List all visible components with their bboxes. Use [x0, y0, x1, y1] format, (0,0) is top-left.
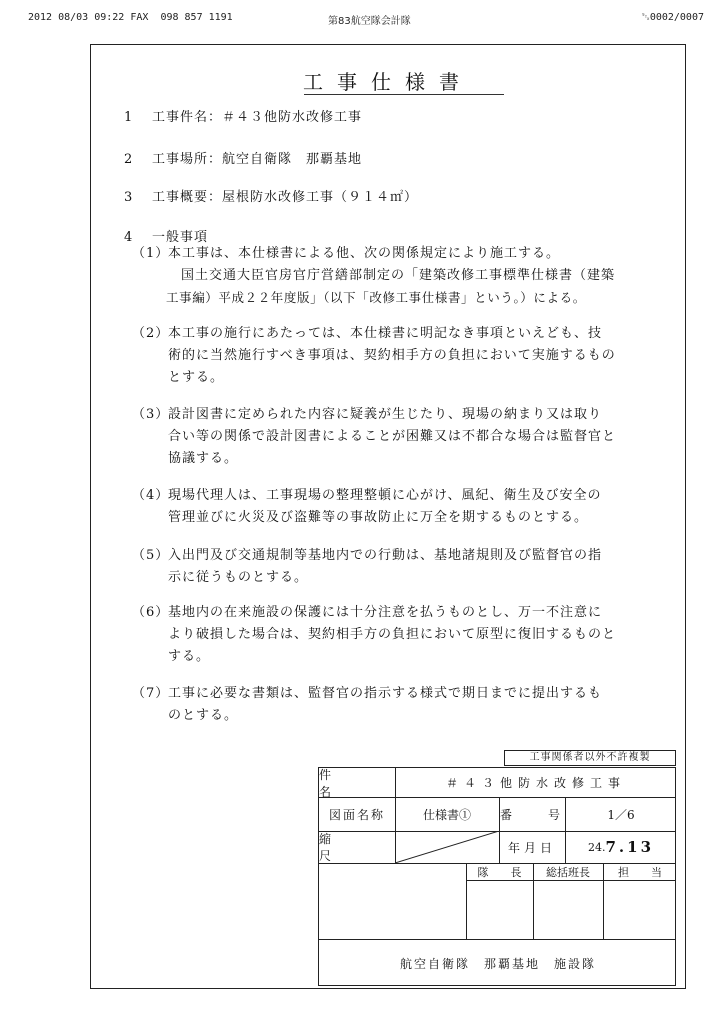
clause-line: 示に従うものとする。: [168, 570, 309, 585]
clause-line: 管理並びに火災及び盗難等の事故防止に万全を期するものとする。: [168, 510, 589, 525]
drawing-number-label: 番 号: [499, 807, 564, 822]
clause-line: とする。: [168, 370, 225, 385]
table-rule: [466, 880, 675, 881]
clause-line: 本工事は、本仕様書による他、次の関係規定により施工する。: [168, 246, 561, 261]
clause-line: 現場代理人は、工事現場の整理整頓に心がけ、風紀、衛生及び安全の: [168, 488, 602, 503]
signature-chief-label: 総括班長: [546, 865, 590, 879]
copy-restriction-stamp: 工事関係者以外不許複製: [504, 750, 676, 766]
clause-line: 協議する。: [168, 451, 239, 466]
drawing-name-value: 仕様書①: [422, 807, 471, 822]
signature-staff-label: 担 当: [618, 865, 662, 879]
item-text: 一般事項: [152, 230, 209, 245]
project-name-label: 件 名: [319, 767, 380, 799]
date-month-day: 7.13: [605, 838, 655, 856]
item-text: 工事概要：屋根防水改修工事（９１４㎡）: [152, 190, 419, 205]
clause-number: （4）: [132, 488, 170, 503]
signature-commander-label: 隊 長: [477, 865, 522, 879]
clause-line: 合い等の関係で設計図書によることが困難又は不都合な場合は監督官と: [168, 429, 617, 444]
fax-sender-name: 第83航空隊会計隊: [328, 16, 411, 27]
title-underline: [304, 94, 504, 95]
clause-line: より破損した場合は、契約相手方の負担において原型に復旧するものと: [168, 627, 617, 642]
clause-number: （1）: [132, 246, 170, 261]
item-number: 4: [124, 230, 134, 245]
item-text: 工事場所：航空自衛隊 那覇基地: [152, 152, 363, 167]
fax-transmission-info: 2012 08/03 09:22 FAX 098 857 1191: [28, 12, 233, 23]
clause-number: （5）: [132, 548, 170, 563]
clause-3: [124, 404, 676, 470]
clause-5: [124, 545, 676, 589]
issuing-unit: 航空自衛隊 那覇基地 施設隊: [399, 956, 596, 971]
clause-line: 設計図書に定められた内容に疑義が生じたり、現場の納まり又は取り: [168, 407, 603, 422]
fax-page-counter: ␂0002/0007: [641, 12, 704, 23]
item-project-name: [124, 106, 362, 125]
item-number: 1: [124, 110, 134, 125]
clause-line: のとする。: [168, 708, 239, 723]
document-title: 工事仕様書: [303, 70, 473, 94]
clause-4: [124, 485, 676, 529]
item-text: 工事件名：＃４３他防水改修工事: [152, 110, 363, 125]
clause-6: [124, 602, 676, 668]
clause-line: 工事編）平成２２年度版」（以下「改修工事仕様書」という。）による。: [166, 290, 586, 305]
title-block: [318, 767, 676, 986]
clause-line: 国土交通大臣官房官庁営繕部制定の「建築改修工事標準仕様書（建築: [181, 268, 616, 283]
clause-number: （2）: [132, 326, 170, 341]
item-project-summary: [124, 186, 418, 205]
clause-line: 本工事の施行にあたっては、本仕様書に明記なき事項といえども、技: [168, 326, 603, 341]
clause-line: 工事に必要な書類は、監督官の指示する様式で期日までに提出するも: [168, 686, 603, 701]
clause-number: （6）: [132, 605, 170, 620]
clause-2: [124, 323, 676, 389]
item-project-location: [124, 148, 362, 167]
scale-label: 縮 尺: [319, 832, 380, 863]
clause-line: 入出門及び交通規制等基地内での行動は、基地諸規則及び監督官の指: [168, 548, 603, 563]
clause-line: 術的に当然施行すべき事項は、契約相手方の負担において実施するもの: [168, 348, 616, 363]
date-value: [565, 831, 677, 863]
clause-number: （3）: [132, 407, 170, 422]
project-name-value: ＃４３他防水改修工事: [445, 776, 626, 790]
scale-not-applicable-slash: [395, 831, 499, 863]
date-year: 24.: [587, 840, 606, 854]
drawing-number-value: 1／6: [607, 807, 635, 822]
clause-line: する。: [168, 649, 211, 664]
item-number: 2: [124, 152, 134, 167]
clause-7: [124, 683, 676, 727]
fax-header: [28, 12, 704, 28]
clause-line: 基地内の在来施設の保護には十分注意を払うものとし、万一不注意に: [168, 605, 603, 620]
date-label: 年月日: [507, 840, 556, 855]
drawing-name-label: 図面名称: [328, 807, 385, 822]
clause-number: （7）: [132, 686, 170, 701]
item-number: 3: [124, 190, 134, 205]
clause-1: [124, 243, 676, 309]
